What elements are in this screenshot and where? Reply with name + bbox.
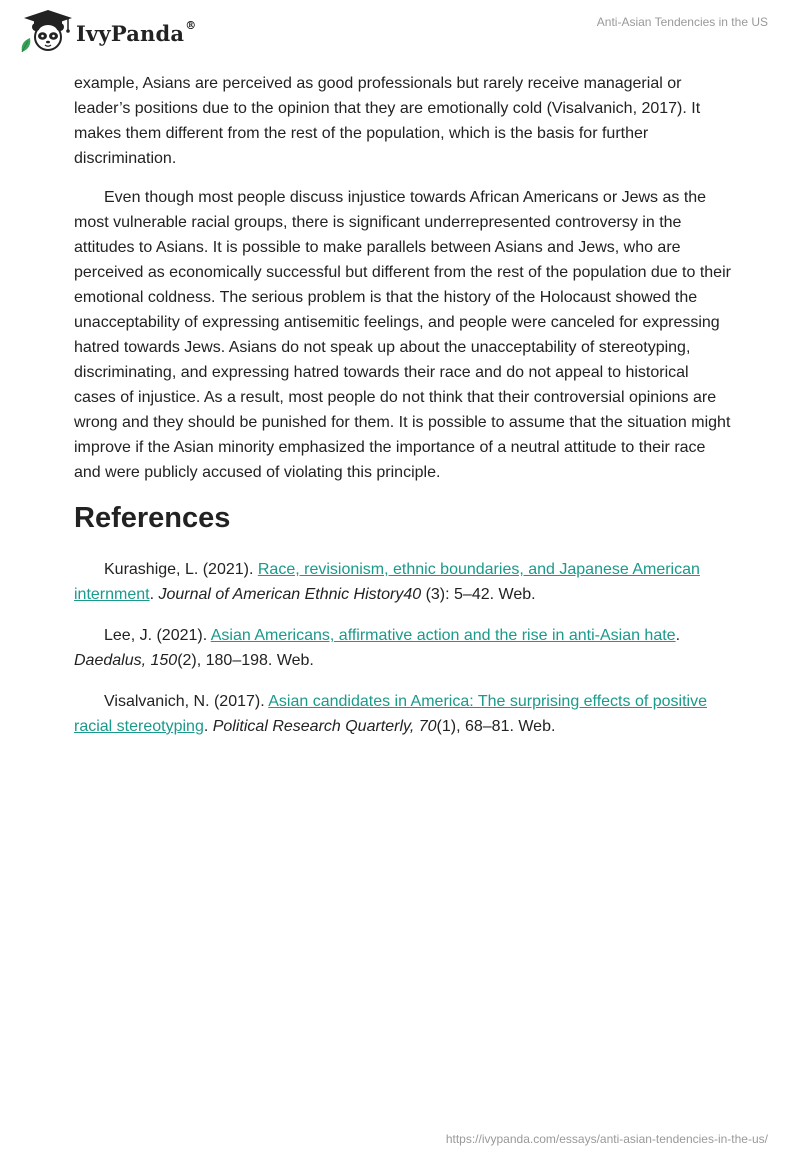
registered-mark: ® xyxy=(185,18,197,32)
reference-punct: . xyxy=(203,718,213,735)
essay-content xyxy=(74,71,734,755)
document-title: Anti-Asian Tendencies in the US xyxy=(596,15,768,29)
reference-journal: Journal of American Ethnic History40 xyxy=(158,586,422,603)
reference-punct: . xyxy=(675,627,681,644)
reference-item xyxy=(74,623,734,673)
body-paragraph: example, Asians are perceived as good professionals but rarely receive managerial or leader’s positions due to the opinion that they are emotionally cold (Visalvanich, 2017). It makes them different from the rest of the population, which is the basis for further discrimination. xyxy=(74,75,701,167)
panda-graduate-icon xyxy=(14,8,76,54)
brand-name: IvyPanda® xyxy=(76,18,197,46)
reference-link[interactable]: Asian candidates in America: The surprising effects of positive racial stereotyping xyxy=(74,693,707,735)
page-header xyxy=(0,0,800,72)
reference-author: Kurashige, L. (2021). xyxy=(104,561,258,578)
reference-author: Visalvanich, N. (2017). xyxy=(104,693,269,710)
reference-author: Lee, J. (2021). xyxy=(104,627,211,644)
reference-item xyxy=(74,689,734,739)
source-url: https://ivypanda.com/essays/anti-asian-tendencies-in-the-us/ xyxy=(445,1132,768,1146)
ivypanda-logo[interactable] xyxy=(14,8,196,54)
reference-details: (3): 5–42. Web. xyxy=(421,586,536,603)
reference-details: (1), 68–81. Web. xyxy=(436,718,556,735)
reference-details: (2), 180–198. Web. xyxy=(177,652,314,669)
body-paragraph: Even though most people discuss injustice towards African Americans or Jews as the most vulnerable racial groups, there is significant underrepresented controversy in the attitudes to Asians. It is possible to make parallels between Asians and Jews, who are perceived as economically successful but different from the rest of the population due to their emotional coldness. The serious problem is that the history of the Holocaust showed the unacceptability of expressing antisemitic feelings, and people were canceled for expressing hatred towards Jews. Asians do not speak up about the unacceptability of stereotyping, discriminating, and expressing hatred towards their race and do not appeal to historical cases of injustice. As a result, most people do not think that their controversial opinions are wrong and they should be punished for them. It is possible to assume that the situation might improve if the Asian minority emphasized the importance of a neutral attitude to their race and were publicly accused of violating this principle. xyxy=(74,189,731,481)
reference-link[interactable]: Asian Americans, affirmative action and the rise in anti-Asian hate xyxy=(210,627,676,644)
reference-link[interactable]: Race, revisionism, ethnic boundaries, and Japanese American internment xyxy=(74,561,700,603)
reference-item xyxy=(74,557,734,607)
reference-journal: Daedalus, 150 xyxy=(74,652,178,669)
references-heading: References xyxy=(74,502,231,534)
reference-punct: . xyxy=(149,586,159,603)
reference-journal: Political Research Quarterly, 70 xyxy=(212,718,437,735)
